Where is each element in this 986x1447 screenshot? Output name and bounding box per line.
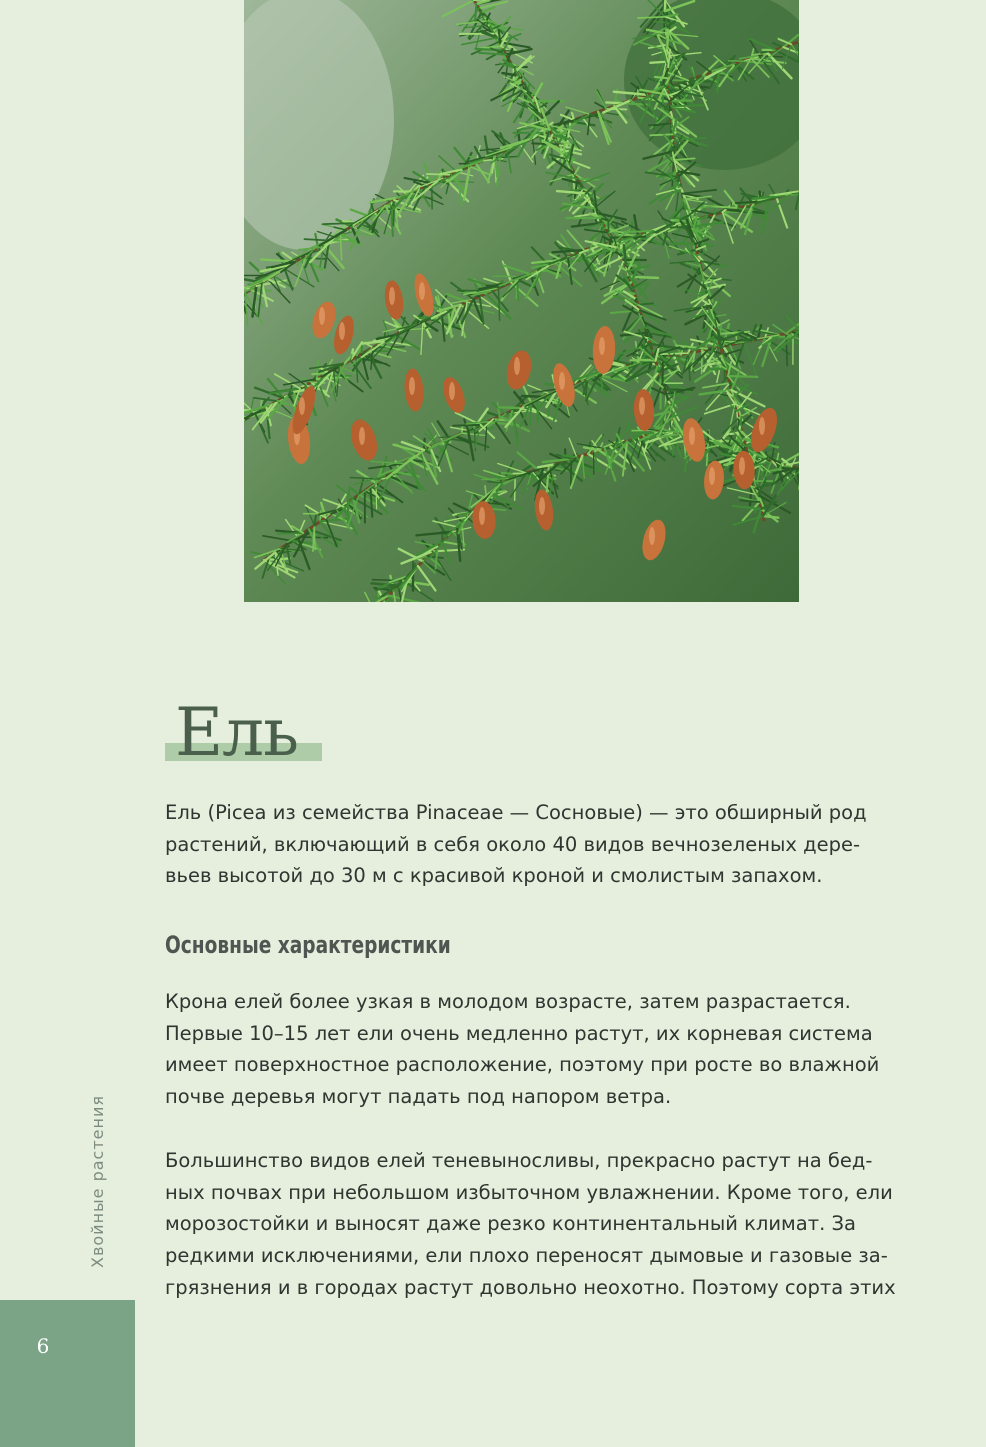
text-line: редкими исключениями, ели плохо переносят дымовые и газовые за-: [165, 1244, 888, 1268]
text-line: Первые 10–15 лет ели очень медленно растут, их корневая система: [165, 1021, 873, 1045]
text-line: Большинство видов елей теневыносливы, прекрасно растут на бед-: [165, 1149, 873, 1172]
page-number: 6: [36, 1334, 50, 1358]
paragraph-tolerance: [165, 1145, 895, 1304]
text-line: растений, включающий в себя около 40 видов вечнозеленых дере-: [165, 832, 861, 856]
text-line: вьев высотой до 30 м с красивой кроной и смолистым запахом.: [165, 864, 823, 888]
text-line: Ель (Picea из семейства Pinaceae — Сосновые) — это обширный род: [165, 801, 867, 824]
page-number-tab: [0, 1300, 135, 1447]
text-line: почве деревья могут падать под напором ветра.: [165, 1085, 672, 1109]
section-heading: Основные характеристики: [165, 931, 451, 959]
text-line: Крона елей более узкая в молодом возрасте, затем разрастается.: [165, 990, 851, 1013]
running-section-label: Хвойные растения: [88, 1094, 107, 1268]
page-title: Ель: [175, 694, 299, 771]
text-line: морозостойки и выносят даже резко континентальный климат. За: [165, 1212, 856, 1236]
intro-paragraph: [165, 797, 895, 892]
spruce-photo: [244, 0, 799, 602]
text-line: имеет поверхностное расположение, поэтому при росте во влажной: [165, 1053, 880, 1077]
text-line: грязнения и в городах растут довольно неохотно. Поэтому сорта этих: [165, 1275, 896, 1299]
title-block: [165, 694, 365, 774]
paragraph-crown: [165, 986, 895, 1113]
spruce-branch-illustration: [244, 0, 799, 602]
text-line: ных почвах при небольшом избыточном увлажнении. Кроме того, ели: [165, 1180, 893, 1204]
